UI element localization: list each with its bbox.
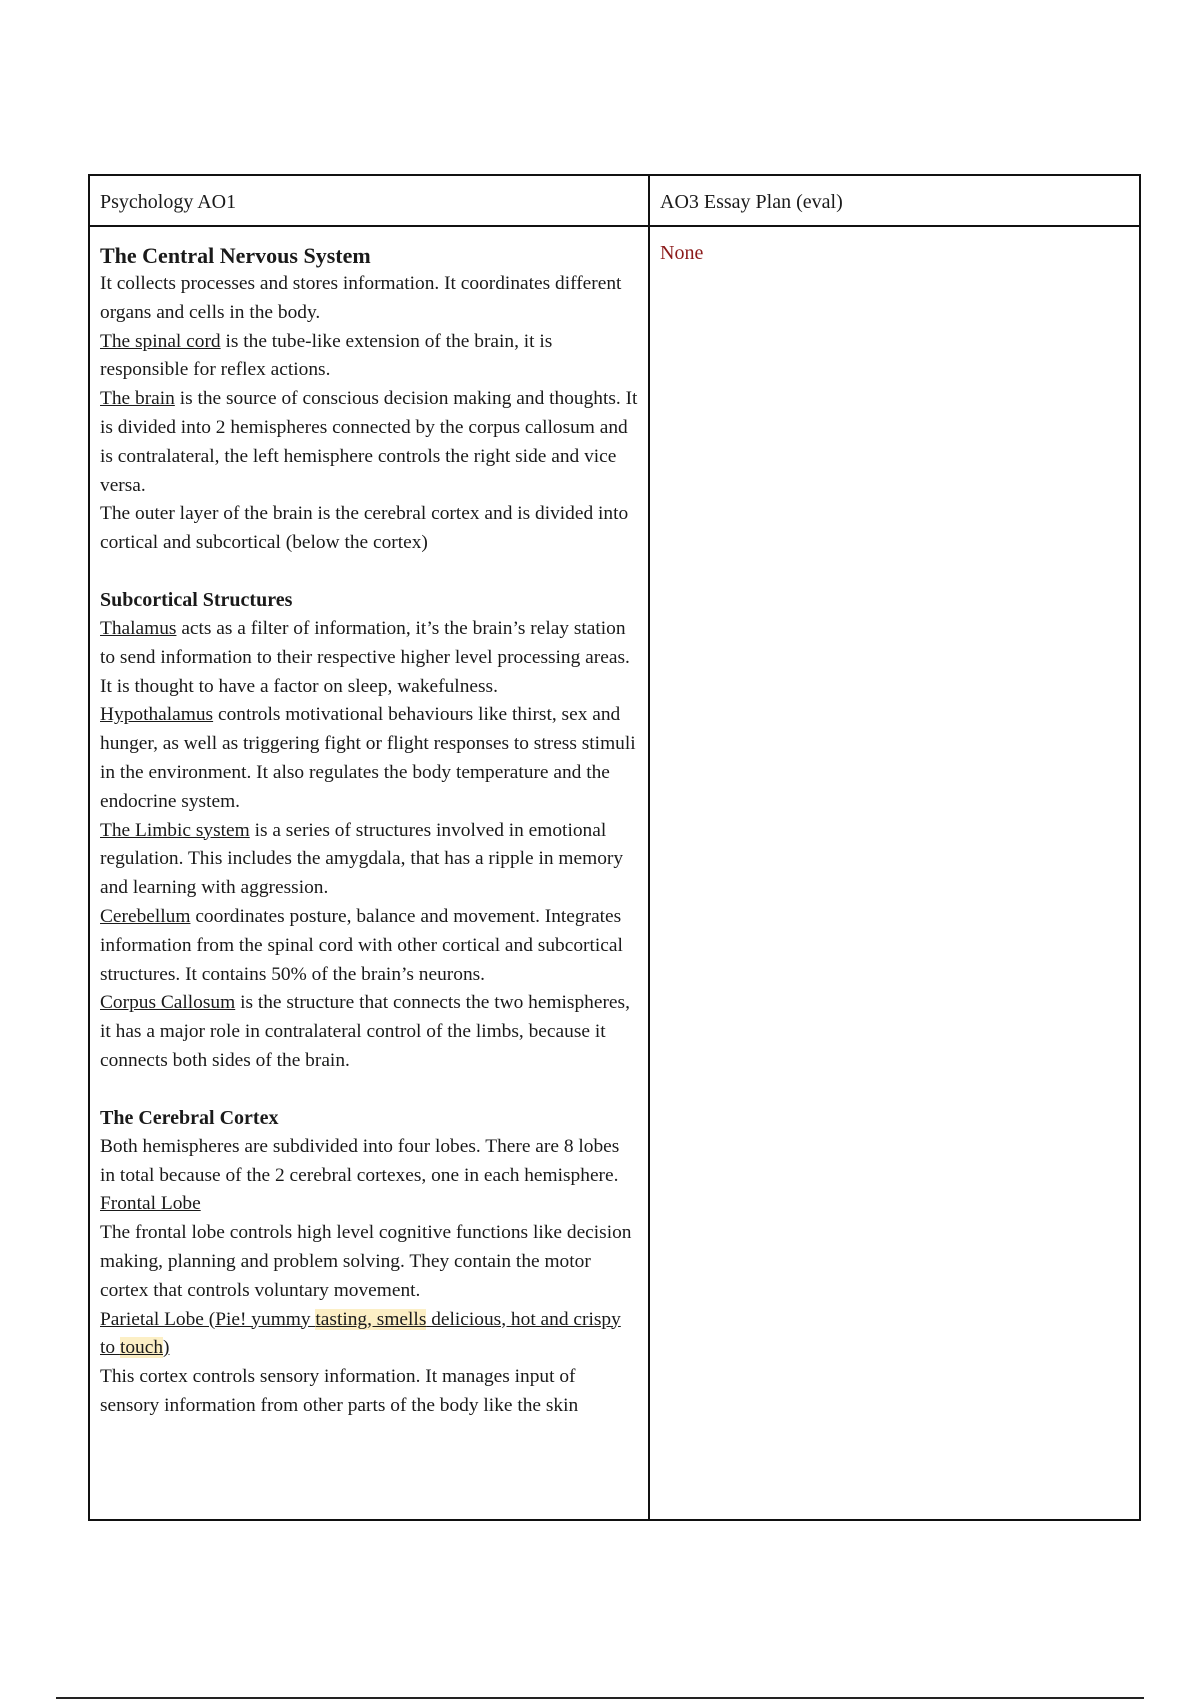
spinal-cord-text: is the tube-like extension of the brain, it is responsible for reflex actions.	[100, 330, 553, 381]
parietal-lobe-text: This cortex controls sensory information. It manages input of sensory information from other parts of the body like the skin	[100, 1366, 579, 1416]
ao3-eval-cell	[649, 226, 1140, 1520]
parietal-part-a: Parietal Lobe (Pie! yummy	[100, 1308, 316, 1330]
brain-term: The brain	[100, 388, 175, 410]
cerebellum-term: Cerebellum	[100, 905, 191, 927]
cns-intro: It collects processes and stores information. It coordinates different organs and cells in the body.	[100, 273, 622, 323]
corpus-callosum-text: is the structure that connects the two hemispheres, it has a major role in contralateral control of the limbs, because it connects both sides of the brain.	[100, 992, 630, 1071]
cerebellum-text: coordinates posture, balance and movement. Integrates information from the spinal cord with other cortical and subcortical structures. It contains 50% of the brain’s neurons.	[100, 905, 623, 985]
table-body-row	[89, 226, 1140, 1520]
brain-text: is the source of conscious decision making and thoughts. It is divided into 2 hemispheres connected by the corpus callosum and is contralateral, the left hemisphere controls the right side and vice versa.	[100, 388, 638, 496]
header-ao1-label: Psychology AO1	[100, 191, 237, 213]
hypothalamus-text: controls motivational behaviours like thirst, sex and hunger, as well as triggering fight or flight responses to stress stimuli in the environment. It also regulates the body temperature and the endocrine system.	[100, 704, 636, 812]
hypothalamus-term: Hypothalamus	[100, 704, 214, 726]
header-cell-ao3	[649, 175, 1140, 226]
parietal-highlight-taste-smell: tasting, smells	[315, 1308, 427, 1330]
frontal-lobe-text: The frontal lobe controls high level cognitive functions like decision making, planning and problem solving. They contain the motor cortex that controls voluntary movement.	[100, 1222, 632, 1301]
subcortical-heading: Subcortical Structures	[100, 588, 293, 611]
thalamus-term: Thalamus	[100, 617, 177, 639]
header-ao3-label: AO3 Essay Plan (eval)	[660, 191, 843, 213]
corpus-callosum-paragraph	[100, 989, 638, 1075]
limbic-term: The Limbic system	[100, 819, 250, 841]
cerebellum-paragraph	[100, 903, 638, 989]
parietal-part-e: )	[163, 1337, 170, 1359]
hypothalamus-paragraph	[100, 701, 638, 816]
frontal-lobe-term: Frontal Lobe	[100, 1193, 201, 1215]
outer-layer-paragraph: The outer layer of the brain is the cerebral cortex and is divided into cortical and subcortical (below the cortex)	[100, 503, 629, 554]
thalamus-text: acts as a filter of information, it’s the brain’s relay station to send information to their respective higher level processing areas. It is thought to have a factor on sleep, wakefulness.	[100, 617, 630, 697]
parietal-highlight-touch: touch	[119, 1337, 164, 1359]
cortex-heading: The Cerebral Cortex	[100, 1106, 279, 1129]
limbic-text: is a series of structures involved in emotional regulation. This includes the amygdala, that has a ripple in memory and learning with aggression.	[100, 819, 624, 899]
footer-divider	[56, 1697, 1144, 1699]
limbic-paragraph	[100, 817, 638, 903]
spinal-cord-term: The spinal cord	[100, 330, 221, 352]
corpus-callosum-term: Corpus Callosum	[100, 992, 236, 1014]
notes-table	[88, 174, 1141, 1521]
spacer	[100, 558, 638, 586]
thalamus-paragraph	[100, 615, 638, 701]
ao3-eval-value: None	[660, 242, 704, 264]
parietal-lobe-term	[100, 1306, 638, 1364]
cns-heading: The Central Nervous System	[100, 243, 371, 268]
ao1-notes-cell	[89, 226, 649, 1520]
cortex-intro: Both hemispheres are subdivided into four lobes. There are 8 lobes in total because of the 2 cerebral cortexes, one in each hemisphere.	[100, 1135, 620, 1186]
table-header-row	[89, 175, 1140, 226]
spinal-cord-paragraph	[100, 328, 638, 386]
parietal-part-c: delicious, hot and crispy to	[100, 1308, 621, 1359]
brain-paragraph	[100, 385, 638, 500]
header-cell-ao1	[89, 175, 649, 226]
spacer	[100, 1076, 638, 1104]
